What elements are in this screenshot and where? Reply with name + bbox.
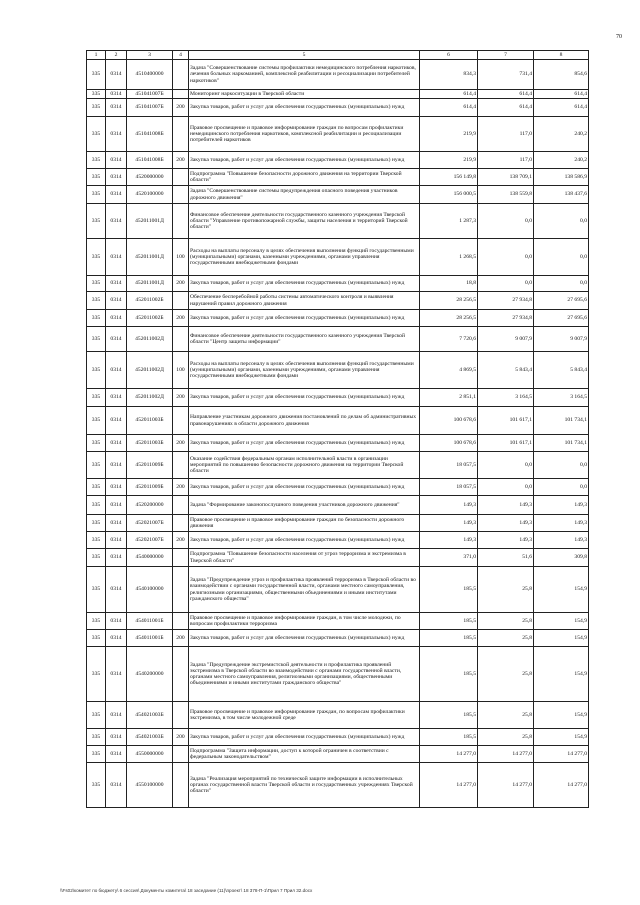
header-cell: 2 bbox=[106, 51, 127, 60]
target-article-cell: 451041007Б bbox=[127, 90, 173, 99]
amount-year3-cell: 0,0 bbox=[534, 276, 589, 292]
amount-year3-cell: 101 734,1 bbox=[534, 407, 589, 435]
target-article-cell: 452011002Б bbox=[127, 292, 173, 310]
table-row bbox=[87, 204, 589, 239]
expense-type-cell bbox=[173, 496, 189, 515]
table-row bbox=[87, 169, 589, 186]
target-article-cell: 452021007Б bbox=[127, 532, 173, 549]
table-row bbox=[87, 60, 589, 90]
table-row bbox=[87, 746, 589, 763]
amount-year3-cell: 0,0 bbox=[534, 204, 589, 239]
target-article-cell: 4520200000 bbox=[127, 496, 173, 515]
amount-year3-cell: 138 586,9 bbox=[534, 169, 589, 186]
table-row bbox=[87, 647, 589, 702]
expense-type-cell bbox=[173, 702, 189, 729]
amount-year2-cell: 14 277,0 bbox=[478, 763, 534, 808]
amount-year2-cell: 0,0 bbox=[478, 204, 534, 239]
amount-year2-cell: 614,4 bbox=[478, 99, 534, 117]
expense-type-cell bbox=[173, 204, 189, 239]
section-code-cell: 0314 bbox=[106, 702, 127, 729]
amount-year2-cell: 51,6 bbox=[478, 549, 534, 567]
section-code-cell: 0314 bbox=[106, 186, 127, 204]
section-code-cell: 0314 bbox=[106, 549, 127, 567]
expense-type-cell: 200 bbox=[173, 152, 189, 169]
target-article-cell: 452011002Д bbox=[127, 389, 173, 407]
amount-year3-cell: 14 277,0 bbox=[534, 746, 589, 763]
amount-year3-cell: 101 734,1 bbox=[534, 435, 589, 452]
description-cell: Закупка товаров, работ и услуг для обеспечения государственных (муниципальных) нужд bbox=[189, 630, 420, 647]
amount-year2-cell: 25,8 bbox=[478, 630, 534, 647]
expense-type-cell bbox=[173, 515, 189, 532]
chapter-code-cell: 335 bbox=[87, 60, 106, 90]
header-cell: 3 bbox=[127, 51, 173, 60]
amount-year1-cell: 4 869,5 bbox=[420, 352, 478, 389]
expense-type-cell: 200 bbox=[173, 310, 189, 327]
target-article-cell: 4550000000 bbox=[127, 746, 173, 763]
table-row bbox=[87, 276, 589, 292]
description-cell: Задача "Совершенствование системы предупреждения опасного поведения участников дорожного движения" bbox=[189, 186, 420, 204]
table-row bbox=[87, 90, 589, 99]
section-code-cell: 0314 bbox=[106, 152, 127, 169]
expense-type-cell bbox=[173, 763, 189, 808]
chapter-code-cell: 335 bbox=[87, 186, 106, 204]
description-cell: Задача "Формирование законопослушного поведения участников дорожного движения" bbox=[189, 496, 420, 515]
chapter-code-cell: 335 bbox=[87, 204, 106, 239]
target-article-cell: 451041007Б bbox=[127, 99, 173, 117]
expense-type-cell bbox=[173, 407, 189, 435]
expense-type-cell: 200 bbox=[173, 729, 189, 746]
chapter-code-cell: 335 bbox=[87, 239, 106, 276]
expense-type-cell: 200 bbox=[173, 479, 189, 496]
chapter-code-cell: 335 bbox=[87, 763, 106, 808]
amount-year3-cell: 149,3 bbox=[534, 515, 589, 532]
amount-year2-cell: 149,3 bbox=[478, 496, 534, 515]
amount-year1-cell: 185,5 bbox=[420, 613, 478, 630]
section-code-cell: 0314 bbox=[106, 630, 127, 647]
table-row bbox=[87, 152, 589, 169]
amount-year1-cell: 834,3 bbox=[420, 60, 478, 90]
expense-type-cell bbox=[173, 169, 189, 186]
section-code-cell: 0314 bbox=[106, 327, 127, 352]
table-row bbox=[87, 496, 589, 515]
section-code-cell: 0314 bbox=[106, 169, 127, 186]
amount-year2-cell: 149,3 bbox=[478, 515, 534, 532]
table-row bbox=[87, 435, 589, 452]
amount-year1-cell: 156 000,5 bbox=[420, 186, 478, 204]
description-cell: Мониторинг наркоситуации в Тверской области bbox=[189, 90, 420, 99]
expense-type-cell bbox=[173, 90, 189, 99]
chapter-code-cell: 335 bbox=[87, 352, 106, 389]
section-code-cell: 0314 bbox=[106, 90, 127, 99]
amount-year1-cell: 185,5 bbox=[420, 702, 478, 729]
table-row bbox=[87, 310, 589, 327]
description-cell: Подпрограмма "Защита информации, доступ к которой ограничен в соответствии с федеральным законодательством" bbox=[189, 746, 420, 763]
amount-year1-cell: 185,5 bbox=[420, 647, 478, 702]
target-article-cell: 454021003Б bbox=[127, 702, 173, 729]
amount-year1-cell: 219,9 bbox=[420, 152, 478, 169]
description-cell: Подпрограмма "Повышение безопасности населения от угроз терроризма и экстремизма в Тверской области" bbox=[189, 549, 420, 567]
amount-year3-cell: 614,4 bbox=[534, 99, 589, 117]
chapter-code-cell: 335 bbox=[87, 746, 106, 763]
section-code-cell: 0314 bbox=[106, 60, 127, 90]
amount-year1-cell: 371,0 bbox=[420, 549, 478, 567]
chapter-code-cell: 335 bbox=[87, 532, 106, 549]
expense-type-cell: 100 bbox=[173, 239, 189, 276]
amount-year3-cell: 138 437,6 bbox=[534, 186, 589, 204]
section-code-cell: 0314 bbox=[106, 452, 127, 479]
header-cell: 5 bbox=[189, 51, 420, 60]
expense-type-cell: 200 bbox=[173, 99, 189, 117]
chapter-code-cell: 335 bbox=[87, 515, 106, 532]
target-article-cell: 4550100000 bbox=[127, 763, 173, 808]
section-code-cell: 0314 bbox=[106, 496, 127, 515]
expense-type-cell bbox=[173, 327, 189, 352]
amount-year2-cell: 138 709,1 bbox=[478, 169, 534, 186]
amount-year2-cell: 9 007,9 bbox=[478, 327, 534, 352]
section-code-cell: 0314 bbox=[106, 389, 127, 407]
section-code-cell: 0314 bbox=[106, 117, 127, 152]
target-article-cell: 4540100000 bbox=[127, 567, 173, 613]
expense-type-cell bbox=[173, 746, 189, 763]
amount-year2-cell: 0,0 bbox=[478, 479, 534, 496]
description-cell: Задача "Предупреждение угроз и профилактика проявлений терроризма в Тверской области во взаимодействии с органами государственной власти, органами местного самоуправления, религиозными организациями, общественными объединениями и иными институтами гражданского общества" bbox=[189, 567, 420, 613]
table-row bbox=[87, 763, 589, 808]
amount-year2-cell: 117,0 bbox=[478, 152, 534, 169]
amount-year1-cell: 149,3 bbox=[420, 532, 478, 549]
expense-type-cell bbox=[173, 292, 189, 310]
target-article-cell: 4520000000 bbox=[127, 169, 173, 186]
amount-year3-cell: 0,0 bbox=[534, 452, 589, 479]
expense-type-cell bbox=[173, 117, 189, 152]
chapter-code-cell: 335 bbox=[87, 310, 106, 327]
target-article-cell: 452011001Д bbox=[127, 276, 173, 292]
amount-year1-cell: 185,5 bbox=[420, 567, 478, 613]
amount-year3-cell: 240,2 bbox=[534, 117, 589, 152]
description-cell: Закупка товаров, работ и услуг для обеспечения государственных (муниципальных) нужд bbox=[189, 276, 420, 292]
chapter-code-cell: 335 bbox=[87, 327, 106, 352]
amount-year1-cell: 219,9 bbox=[420, 117, 478, 152]
amount-year2-cell: 25,8 bbox=[478, 613, 534, 630]
table-row bbox=[87, 327, 589, 352]
amount-year2-cell: 0,0 bbox=[478, 276, 534, 292]
section-code-cell: 0314 bbox=[106, 515, 127, 532]
amount-year2-cell: 3 164,5 bbox=[478, 389, 534, 407]
header-cell: 7 bbox=[478, 51, 534, 60]
section-code-cell: 0314 bbox=[106, 729, 127, 746]
budget-table bbox=[86, 50, 589, 808]
amount-year2-cell: 101 617,1 bbox=[478, 435, 534, 452]
amount-year1-cell: 28 256,5 bbox=[420, 310, 478, 327]
amount-year2-cell: 101 617,1 bbox=[478, 407, 534, 435]
header-cell: 4 bbox=[173, 51, 189, 60]
amount-year2-cell: 27 934,8 bbox=[478, 310, 534, 327]
expense-type-cell: 200 bbox=[173, 276, 189, 292]
amount-year2-cell: 25,8 bbox=[478, 567, 534, 613]
amount-year3-cell: 154,9 bbox=[534, 613, 589, 630]
chapter-code-cell: 335 bbox=[87, 567, 106, 613]
section-code-cell: 0314 bbox=[106, 435, 127, 452]
target-article-cell: 454011001Б bbox=[127, 630, 173, 647]
expense-type-cell: 200 bbox=[173, 532, 189, 549]
table-row bbox=[87, 729, 589, 746]
amount-year3-cell: 3 164,5 bbox=[534, 389, 589, 407]
expense-type-cell bbox=[173, 647, 189, 702]
chapter-code-cell: 335 bbox=[87, 496, 106, 515]
table-row bbox=[87, 452, 589, 479]
amount-year3-cell: 154,9 bbox=[534, 729, 589, 746]
target-article-cell: 454011001Б bbox=[127, 613, 173, 630]
amount-year3-cell: 0,0 bbox=[534, 479, 589, 496]
target-article-cell: 4510400000 bbox=[127, 60, 173, 90]
table-row bbox=[87, 630, 589, 647]
amount-year1-cell: 14 277,0 bbox=[420, 746, 478, 763]
amount-year1-cell: 18,8 bbox=[420, 276, 478, 292]
amount-year3-cell: 154,9 bbox=[534, 702, 589, 729]
chapter-code-cell: 335 bbox=[87, 117, 106, 152]
amount-year3-cell: 154,9 bbox=[534, 647, 589, 702]
amount-year3-cell: 309,8 bbox=[534, 549, 589, 567]
amount-year1-cell: 614,4 bbox=[420, 90, 478, 99]
chapter-code-cell: 335 bbox=[87, 90, 106, 99]
table-row bbox=[87, 549, 589, 567]
header-cell: 6 bbox=[420, 51, 478, 60]
amount-year2-cell: 149,3 bbox=[478, 532, 534, 549]
description-cell: Финансовое обеспечение деятельности государственного казенного учреждения Тверской области "Управление противопожарной службы, защиты населения и территорий Тверской области" bbox=[189, 204, 420, 239]
expense-type-cell bbox=[173, 549, 189, 567]
description-cell: Направление участникам дорожного движения постановлений по делам об административных правонарушениях в области дорожного движения bbox=[189, 407, 420, 435]
description-cell: Закупка товаров, работ и услуг для обеспечения государственных (муниципальных) нужд bbox=[189, 152, 420, 169]
table-row bbox=[87, 407, 589, 435]
amount-year2-cell: 14 277,0 bbox=[478, 746, 534, 763]
target-article-cell: 452011003Б bbox=[127, 435, 173, 452]
amount-year1-cell: 614,4 bbox=[420, 99, 478, 117]
description-cell: Финансовое обеспечение деятельности государственного казенного учреждения Тверской области "Центр защиты информации" bbox=[189, 327, 420, 352]
chapter-code-cell: 335 bbox=[87, 549, 106, 567]
chapter-code-cell: 335 bbox=[87, 435, 106, 452]
chapter-code-cell: 335 bbox=[87, 647, 106, 702]
amount-year3-cell: 14 277,0 bbox=[534, 763, 589, 808]
description-cell: Подпрограмма "Повышение безопасности дорожного движения на территории Тверской области" bbox=[189, 169, 420, 186]
amount-year3-cell: 149,3 bbox=[534, 532, 589, 549]
chapter-code-cell: 335 bbox=[87, 613, 106, 630]
target-article-cell: 452021007Б bbox=[127, 515, 173, 532]
target-article-cell: 452011002Б bbox=[127, 310, 173, 327]
table-row bbox=[87, 117, 589, 152]
amount-year3-cell: 27 695,6 bbox=[534, 310, 589, 327]
amount-year1-cell: 7 720,6 bbox=[420, 327, 478, 352]
chapter-code-cell: 335 bbox=[87, 389, 106, 407]
target-article-cell: 451041008Б bbox=[127, 152, 173, 169]
target-article-cell: 452011001Д bbox=[127, 204, 173, 239]
amount-year1-cell: 1 287,3 bbox=[420, 204, 478, 239]
target-article-cell: 452011002Д bbox=[127, 352, 173, 389]
amount-year2-cell: 0,0 bbox=[478, 452, 534, 479]
chapter-code-cell: 335 bbox=[87, 729, 106, 746]
section-code-cell: 0314 bbox=[106, 276, 127, 292]
amount-year1-cell: 2 851,1 bbox=[420, 389, 478, 407]
description-cell: Закупка товаров, работ и услуг для обеспечения государственных (муниципальных) нужд bbox=[189, 479, 420, 496]
amount-year2-cell: 5 843,4 bbox=[478, 352, 534, 389]
description-cell: Оказание содействия федеральным органам исполнительной власти в организации мероприятий по повышению безопасности дорожного движения на территории Тверской области bbox=[189, 452, 420, 479]
amount-year1-cell: 14 277,0 bbox=[420, 763, 478, 808]
expense-type-cell bbox=[173, 567, 189, 613]
description-cell: Правовое просвещение и правовое информирование граждан, по вопросам профилактики экстремизма, в том числе молодежной среде bbox=[189, 702, 420, 729]
section-code-cell: 0314 bbox=[106, 763, 127, 808]
amount-year1-cell: 18 057,5 bbox=[420, 452, 478, 479]
amount-year3-cell: 149,3 bbox=[534, 496, 589, 515]
description-cell: Задача "Реализация мероприятий по технической защите информации в исполнительных органах государственной власти Тверской области и государственных учреждениях Тверской области" bbox=[189, 763, 420, 808]
description-cell: Расходы на выплаты персоналу в целях обеспечения выполнения функций государственными (муниципальными) органами, казенными учреждениями, органами управления государственными внебюджетными фондами bbox=[189, 352, 420, 389]
amount-year1-cell: 100 678,6 bbox=[420, 435, 478, 452]
amount-year2-cell: 25,8 bbox=[478, 702, 534, 729]
section-code-cell: 0314 bbox=[106, 352, 127, 389]
description-cell: Правовое просвещение и правовое информирование граждан по вопросам профилактики немедицинского потребления наркотиков, комплексной реабилитации и ресоциализации потребителей наркотиков bbox=[189, 117, 420, 152]
section-code-cell: 0314 bbox=[106, 310, 127, 327]
amount-year3-cell: 240,2 bbox=[534, 152, 589, 169]
amount-year2-cell: 138 559,8 bbox=[478, 186, 534, 204]
amount-year1-cell: 185,5 bbox=[420, 630, 478, 647]
table-row bbox=[87, 186, 589, 204]
expense-type-cell bbox=[173, 186, 189, 204]
amount-year3-cell: 154,9 bbox=[534, 630, 589, 647]
amount-year2-cell: 731,4 bbox=[478, 60, 534, 90]
section-code-cell: 0314 bbox=[106, 567, 127, 613]
header-cell: 8 bbox=[534, 51, 589, 60]
table-row bbox=[87, 239, 589, 276]
table-row bbox=[87, 515, 589, 532]
amount-year1-cell: 149,3 bbox=[420, 515, 478, 532]
description-cell: Закупка товаров, работ и услуг для обеспечения государственных (муниципальных) нужд bbox=[189, 99, 420, 117]
target-article-cell: 452011009Б bbox=[127, 479, 173, 496]
section-code-cell: 0314 bbox=[106, 407, 127, 435]
expense-type-cell: 200 bbox=[173, 435, 189, 452]
section-code-cell: 0314 bbox=[106, 292, 127, 310]
amount-year1-cell: 185,5 bbox=[420, 729, 478, 746]
chapter-code-cell: 335 bbox=[87, 169, 106, 186]
amount-year1-cell: 156 149,8 bbox=[420, 169, 478, 186]
section-code-cell: 0314 bbox=[106, 532, 127, 549]
table-row bbox=[87, 389, 589, 407]
table-row bbox=[87, 292, 589, 310]
expense-type-cell bbox=[173, 60, 189, 90]
target-article-cell: 452011003Б bbox=[127, 407, 173, 435]
chapter-code-cell: 335 bbox=[87, 452, 106, 479]
header-cell: 1 bbox=[87, 51, 106, 60]
description-cell: Закупка товаров, работ и услуг для обеспечения государственных (муниципальных) нужд bbox=[189, 435, 420, 452]
chapter-code-cell: 335 bbox=[87, 152, 106, 169]
expense-type-cell bbox=[173, 613, 189, 630]
description-cell: Закупка товаров, работ и услуг для обеспечения государственных (муниципальных) нужд bbox=[189, 729, 420, 746]
table-row bbox=[87, 532, 589, 549]
expense-type-cell: 100 bbox=[173, 352, 189, 389]
header-row bbox=[87, 51, 589, 60]
amount-year3-cell: 854,6 bbox=[534, 60, 589, 90]
page-number: 70 bbox=[616, 34, 622, 40]
section-code-cell: 0314 bbox=[106, 613, 127, 630]
section-code-cell: 0314 bbox=[106, 239, 127, 276]
amount-year3-cell: 9 007,9 bbox=[534, 327, 589, 352]
chapter-code-cell: 335 bbox=[87, 276, 106, 292]
amount-year3-cell: 5 843,4 bbox=[534, 352, 589, 389]
target-article-cell: 454021003Б bbox=[127, 729, 173, 746]
chapter-code-cell: 335 bbox=[87, 292, 106, 310]
chapter-code-cell: 335 bbox=[87, 702, 106, 729]
chapter-code-cell: 335 bbox=[87, 630, 106, 647]
target-article-cell: 452011009Б bbox=[127, 452, 173, 479]
description-cell: Закупка товаров, работ и услуг для обеспечения государственных (муниципальных) нужд bbox=[189, 532, 420, 549]
expense-type-cell: 200 bbox=[173, 630, 189, 647]
amount-year2-cell: 25,8 bbox=[478, 729, 534, 746]
target-article-cell: 452011001Д bbox=[127, 239, 173, 276]
description-cell: Расходы на выплаты персоналу в целях обеспечения выполнения функций государственными (муниципальными) органами, казенными учреждениями, органами управления государственными внебюджетными фондами bbox=[189, 239, 420, 276]
chapter-code-cell: 335 bbox=[87, 479, 106, 496]
chapter-code-cell: 335 bbox=[87, 407, 106, 435]
amount-year2-cell: 117,0 bbox=[478, 117, 534, 152]
amount-year3-cell: 154,9 bbox=[534, 567, 589, 613]
section-code-cell: 0314 bbox=[106, 204, 127, 239]
table-row bbox=[87, 479, 589, 496]
description-cell: Обеспечение бесперебойной работы системы автоматического контроля и выявления нарушений правил дорожного движения bbox=[189, 292, 420, 310]
description-cell: Закупка товаров, работ и услуг для обеспечения государственных (муниципальных) нужд bbox=[189, 310, 420, 327]
amount-year2-cell: 27 934,8 bbox=[478, 292, 534, 310]
section-code-cell: 0314 bbox=[106, 99, 127, 117]
amount-year2-cell: 25,8 bbox=[478, 647, 534, 702]
target-article-cell: 4520100000 bbox=[127, 186, 173, 204]
section-code-cell: 0314 bbox=[106, 746, 127, 763]
amount-year3-cell: 614,4 bbox=[534, 90, 589, 99]
amount-year1-cell: 18 057,5 bbox=[420, 479, 478, 496]
table-row bbox=[87, 702, 589, 729]
expense-type-cell: 200 bbox=[173, 389, 189, 407]
amount-year1-cell: 28 256,5 bbox=[420, 292, 478, 310]
table-row bbox=[87, 99, 589, 117]
amount-year1-cell: 1 268,5 bbox=[420, 239, 478, 276]
expense-type-cell bbox=[173, 452, 189, 479]
description-cell: Правовое просвещение и правовое информирование граждан по безопасности дорожного движения bbox=[189, 515, 420, 532]
amount-year3-cell: 0,0 bbox=[534, 239, 589, 276]
target-article-cell: 452011002Д bbox=[127, 327, 173, 352]
amount-year2-cell: 614,4 bbox=[478, 90, 534, 99]
file-path-footer: \\Fs02\комитет по бюджету\ 6 сессия\ Документы комитета\ 18 заседание (11)\проект\ 18 378-П-1\Прил 7 Прил 32.docx bbox=[60, 888, 313, 893]
target-article-cell: 4540200000 bbox=[127, 647, 173, 702]
description-cell: Правовое просвещение и правовое информирование граждан, в том числе молодежи, по вопросам профилактики терроризма bbox=[189, 613, 420, 630]
chapter-code-cell: 335 bbox=[87, 99, 106, 117]
target-article-cell: 451041008Б bbox=[127, 117, 173, 152]
table-row bbox=[87, 567, 589, 613]
description-cell: Закупка товаров, работ и услуг для обеспечения государственных (муниципальных) нужд bbox=[189, 389, 420, 407]
amount-year1-cell: 100 678,6 bbox=[420, 407, 478, 435]
section-code-cell: 0314 bbox=[106, 479, 127, 496]
amount-year2-cell: 0,0 bbox=[478, 239, 534, 276]
amount-year1-cell: 149,3 bbox=[420, 496, 478, 515]
table-row bbox=[87, 613, 589, 630]
description-cell: Задача "Предупреждение экстремистской деятельности и профилактика проявлений экстремизма в Тверской области во взаимодействии с органами государственной власти, органами местного самоуправления, религиозными организациями, общественными объединениями и иными институтами гражданского общества" bbox=[189, 647, 420, 702]
target-article-cell: 4540000000 bbox=[127, 549, 173, 567]
amount-year3-cell: 27 695,6 bbox=[534, 292, 589, 310]
description-cell: Задача "Совершенствование системы профилактики немедицинского потребления наркотиков, лечения больных наркоманией, комплексной реабилитации и ресоциализации потребителей наркотиков" bbox=[189, 60, 420, 90]
table-row bbox=[87, 352, 589, 389]
section-code-cell: 0314 bbox=[106, 647, 127, 702]
